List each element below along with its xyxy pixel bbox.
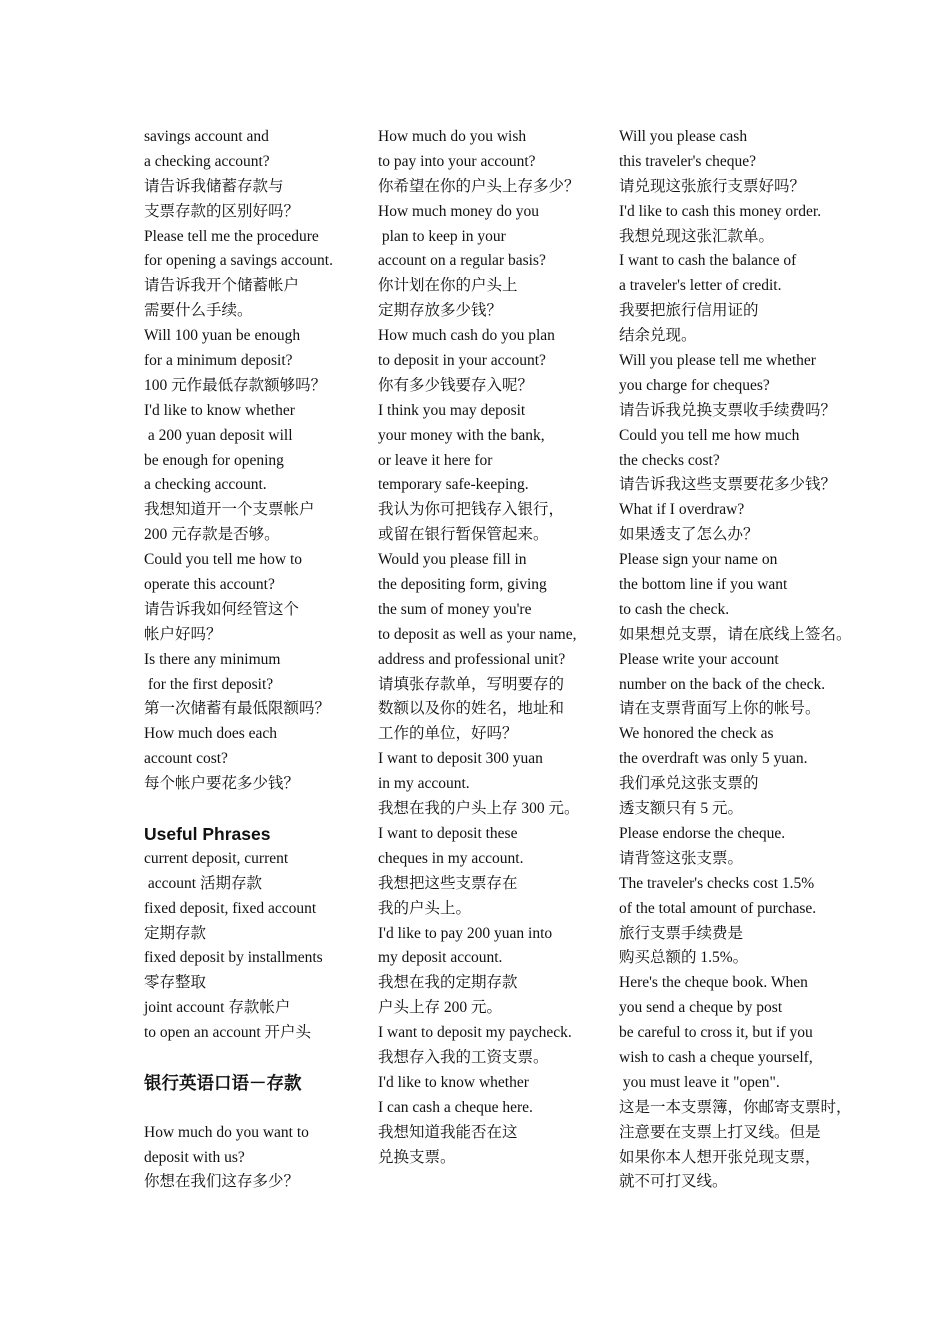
text-line: Would you please fill in	[378, 551, 527, 569]
text-line: 定期存款	[144, 924, 207, 942]
text-line: for opening a savings account.	[144, 252, 333, 270]
text-line: How much do you want to	[144, 1123, 309, 1141]
text-line: The traveler's checks cost 1.5%	[619, 874, 815, 892]
text-line: I can cash a cheque here.	[378, 1098, 533, 1116]
text-line: a checking account?	[144, 152, 270, 170]
text-line: 购买总额的 1.5%。	[619, 949, 749, 967]
text-line: 你计划在你的户头上	[378, 277, 518, 295]
text-line: deposit with us?	[144, 1148, 245, 1166]
text-line: the sum of money you're	[378, 600, 532, 618]
text-line: Could you tell me how much	[619, 426, 800, 444]
text-line: 我想兑现这张汇款单。	[619, 227, 775, 245]
text-line: 支票存款的区别好吗？	[144, 202, 300, 220]
text-line: Will you please tell me whether	[619, 352, 816, 370]
text-line: 请告诉我储蓄存款与	[144, 177, 284, 195]
text-line: your money with the bank,	[378, 426, 545, 444]
text-line: you send a cheque by post	[619, 999, 783, 1017]
text-line: 这是一本支票簿，你邮寄支票时，	[619, 1098, 852, 1116]
text-line: 注意要在支票上打叉线。但是	[619, 1123, 821, 1141]
text-line: the bottom line if you want	[619, 576, 788, 594]
text-line: 数额以及你的姓名，地址和	[378, 700, 565, 718]
text-line: I want to deposit my paycheck.	[378, 1024, 572, 1042]
text-line: 就不可打叉线。	[619, 1173, 728, 1191]
text-line: 我想存入我的工资支票。	[378, 1048, 549, 1066]
text-line: What if I overdraw?	[619, 501, 745, 519]
text-line: 你希望在你的户头上存多少？	[378, 177, 580, 195]
text-line: to pay into your account?	[378, 152, 536, 170]
text-line: How much does each	[144, 725, 277, 743]
text-line: wish to cash a cheque yourself,	[619, 1048, 813, 1066]
text-line: temporary safe-keeping.	[378, 476, 529, 494]
text-line: 我要把旅行信用证的	[619, 302, 759, 320]
text-line: 请填张存款单，写明要存的	[378, 675, 565, 693]
text-line: 结余兑现。	[619, 327, 697, 345]
paragraph-spacer	[144, 797, 370, 822]
text-line: for a minimum deposit?	[144, 352, 293, 370]
text-line: 我想知道我能否在这	[378, 1123, 518, 1141]
text-line: I'd like to cash this money order.	[619, 202, 822, 220]
text-line: I'd like to pay 200 yuan into	[378, 924, 553, 942]
text-line: How much do you wish	[378, 128, 527, 145]
column-right	[619, 125, 881, 1195]
text-line: 第一次储蓄有最低限额吗？	[144, 700, 331, 718]
text-line: Please write your account	[619, 650, 779, 668]
text-line: savings account and	[144, 128, 269, 145]
paragraph-spacer	[144, 1096, 370, 1121]
text-line: 我想在我的户头上存 300 元。	[378, 800, 580, 818]
text-line: in my account.	[378, 775, 470, 793]
text-line: the checks cost?	[619, 451, 720, 469]
text-line: a traveler's letter of credit.	[619, 277, 782, 295]
text-line: 请告诉我如何经管这个	[144, 600, 300, 618]
text-line: Could you tell me how to	[144, 551, 303, 569]
text-line: 请兑现这张旅行支票好吗？	[619, 177, 806, 195]
text-line: 旅行支票手续费是	[619, 924, 744, 942]
text-line: 如果你本人想开张兑现支票，	[619, 1148, 821, 1166]
text-line: a checking account.	[144, 476, 267, 494]
text-line: or leave it here for	[378, 451, 493, 469]
text-line: 透支额只有 5 元。	[619, 800, 744, 818]
text-line: 如果透支了怎么办？	[619, 526, 759, 544]
section-heading: Useful Phrases	[144, 823, 271, 844]
text-line: We honored the check as	[619, 725, 774, 743]
text-line: I want to deposit these	[378, 824, 518, 842]
text-line: 我们承兑这张支票的	[619, 775, 759, 793]
text-line: 你想在我们这存多少？	[144, 1173, 300, 1191]
text-line: cheques in my account.	[378, 849, 524, 867]
text-line: the overdraft was only 5 yuan.	[619, 750, 808, 768]
text-line: Will you please cash	[619, 128, 748, 145]
text-line: to deposit as well as your name,	[378, 625, 577, 643]
text-line: number on the back of the check.	[619, 675, 826, 693]
text-line: for the first deposit?	[144, 675, 274, 693]
text-line: How much cash do you plan	[378, 327, 555, 345]
text-line: to deposit in your account?	[378, 352, 546, 370]
text-line: 请告诉我兑换支票收手续费吗？	[619, 401, 837, 419]
text-line: 帐户好吗？	[144, 625, 222, 643]
text-line: to cash the check.	[619, 600, 730, 618]
text-line: 需要什么手续。	[144, 302, 253, 320]
text-line: plan to keep in your	[378, 227, 506, 245]
text-line: 请告诉我开个储蓄帐户	[144, 277, 300, 295]
text-line: I want to cash the balance of	[619, 252, 797, 270]
text-line: the depositing form, giving	[378, 576, 547, 594]
text-line: you charge for cheques?	[619, 376, 770, 394]
text-line: operate this account?	[144, 576, 275, 594]
text-line: 我想知道开一个支票帐户	[144, 501, 315, 519]
column-middle	[378, 125, 610, 1170]
text-line: my deposit account.	[378, 949, 503, 967]
text-line: 零存整取	[144, 974, 207, 992]
text-line: 你有多少钱要存入呢？	[378, 376, 534, 394]
text-line: 请告诉我这些支票要花多少钱？	[619, 476, 837, 494]
text-line: Please endorse the cheque.	[619, 824, 786, 842]
text-line: How much money do you	[378, 202, 540, 220]
text-line: 我认为你可把钱存入银行，	[378, 501, 565, 519]
text-line: of the total amount of purchase.	[619, 899, 817, 917]
text-line: Please tell me the procedure	[144, 227, 319, 245]
text-line: fixed deposit, fixed account	[144, 899, 317, 917]
column-left	[144, 125, 370, 1195]
text-line: 如果想兑支票，请在底线上签名。	[619, 625, 852, 643]
text-line: to open an account 开户头	[144, 1024, 312, 1042]
paragraph-spacer	[144, 1046, 370, 1071]
text-line: I'd like to know whether	[378, 1073, 529, 1091]
text-line: account on a regular basis?	[378, 252, 546, 270]
text-line: be careful to cross it, but if you	[619, 1024, 813, 1042]
text-line: fixed deposit by installments	[144, 949, 323, 967]
text-line: account 活期存款	[144, 874, 262, 892]
text-line: joint account 存款帐户	[144, 999, 291, 1017]
text-line: 我的户头上。	[378, 899, 472, 917]
text-line: 我想在我的定期存款	[378, 974, 518, 992]
text-line: 或留在银行暂保管起来。	[378, 526, 549, 544]
text-line: 请在支票背面写上你的帐号。	[619, 700, 821, 718]
text-line: be enough for opening	[144, 451, 284, 469]
text-line: 100 元作最低存款额够吗？	[144, 376, 327, 394]
text-line: 定期存放多少钱？	[378, 302, 503, 320]
text-line: 我想把这些支票存在	[378, 874, 518, 892]
text-line: this traveler's cheque?	[619, 152, 757, 170]
text-line: Here's the cheque book. When	[619, 974, 808, 992]
text-line: address and professional unit?	[378, 650, 566, 668]
text-line: you must leave it "open".	[619, 1073, 780, 1091]
text-line: 每个帐户要花多少钱？	[144, 775, 300, 793]
text-line: I think you may deposit	[378, 401, 526, 419]
text-line: Will 100 yuan be enough	[144, 327, 301, 345]
text-line: 请背签这张支票。	[619, 849, 744, 867]
text-line: account cost?	[144, 750, 228, 768]
text-line: Is there any minimum	[144, 650, 281, 668]
text-line: 兑换支票。	[378, 1148, 456, 1166]
text-line: a 200 yuan deposit will	[144, 426, 293, 444]
section-heading: 银行英语口语－存款	[144, 1072, 302, 1093]
text-line: current deposit, current	[144, 849, 289, 867]
text-line: Please sign your name on	[619, 551, 778, 569]
text-line: 户头上存 200 元。	[378, 999, 503, 1017]
text-line: 200 元存款是否够。	[144, 526, 280, 544]
text-line: 工作的单位，好吗？	[378, 725, 518, 743]
text-line: I'd like to know whether	[144, 401, 295, 419]
text-line: I want to deposit 300 yuan	[378, 750, 543, 768]
